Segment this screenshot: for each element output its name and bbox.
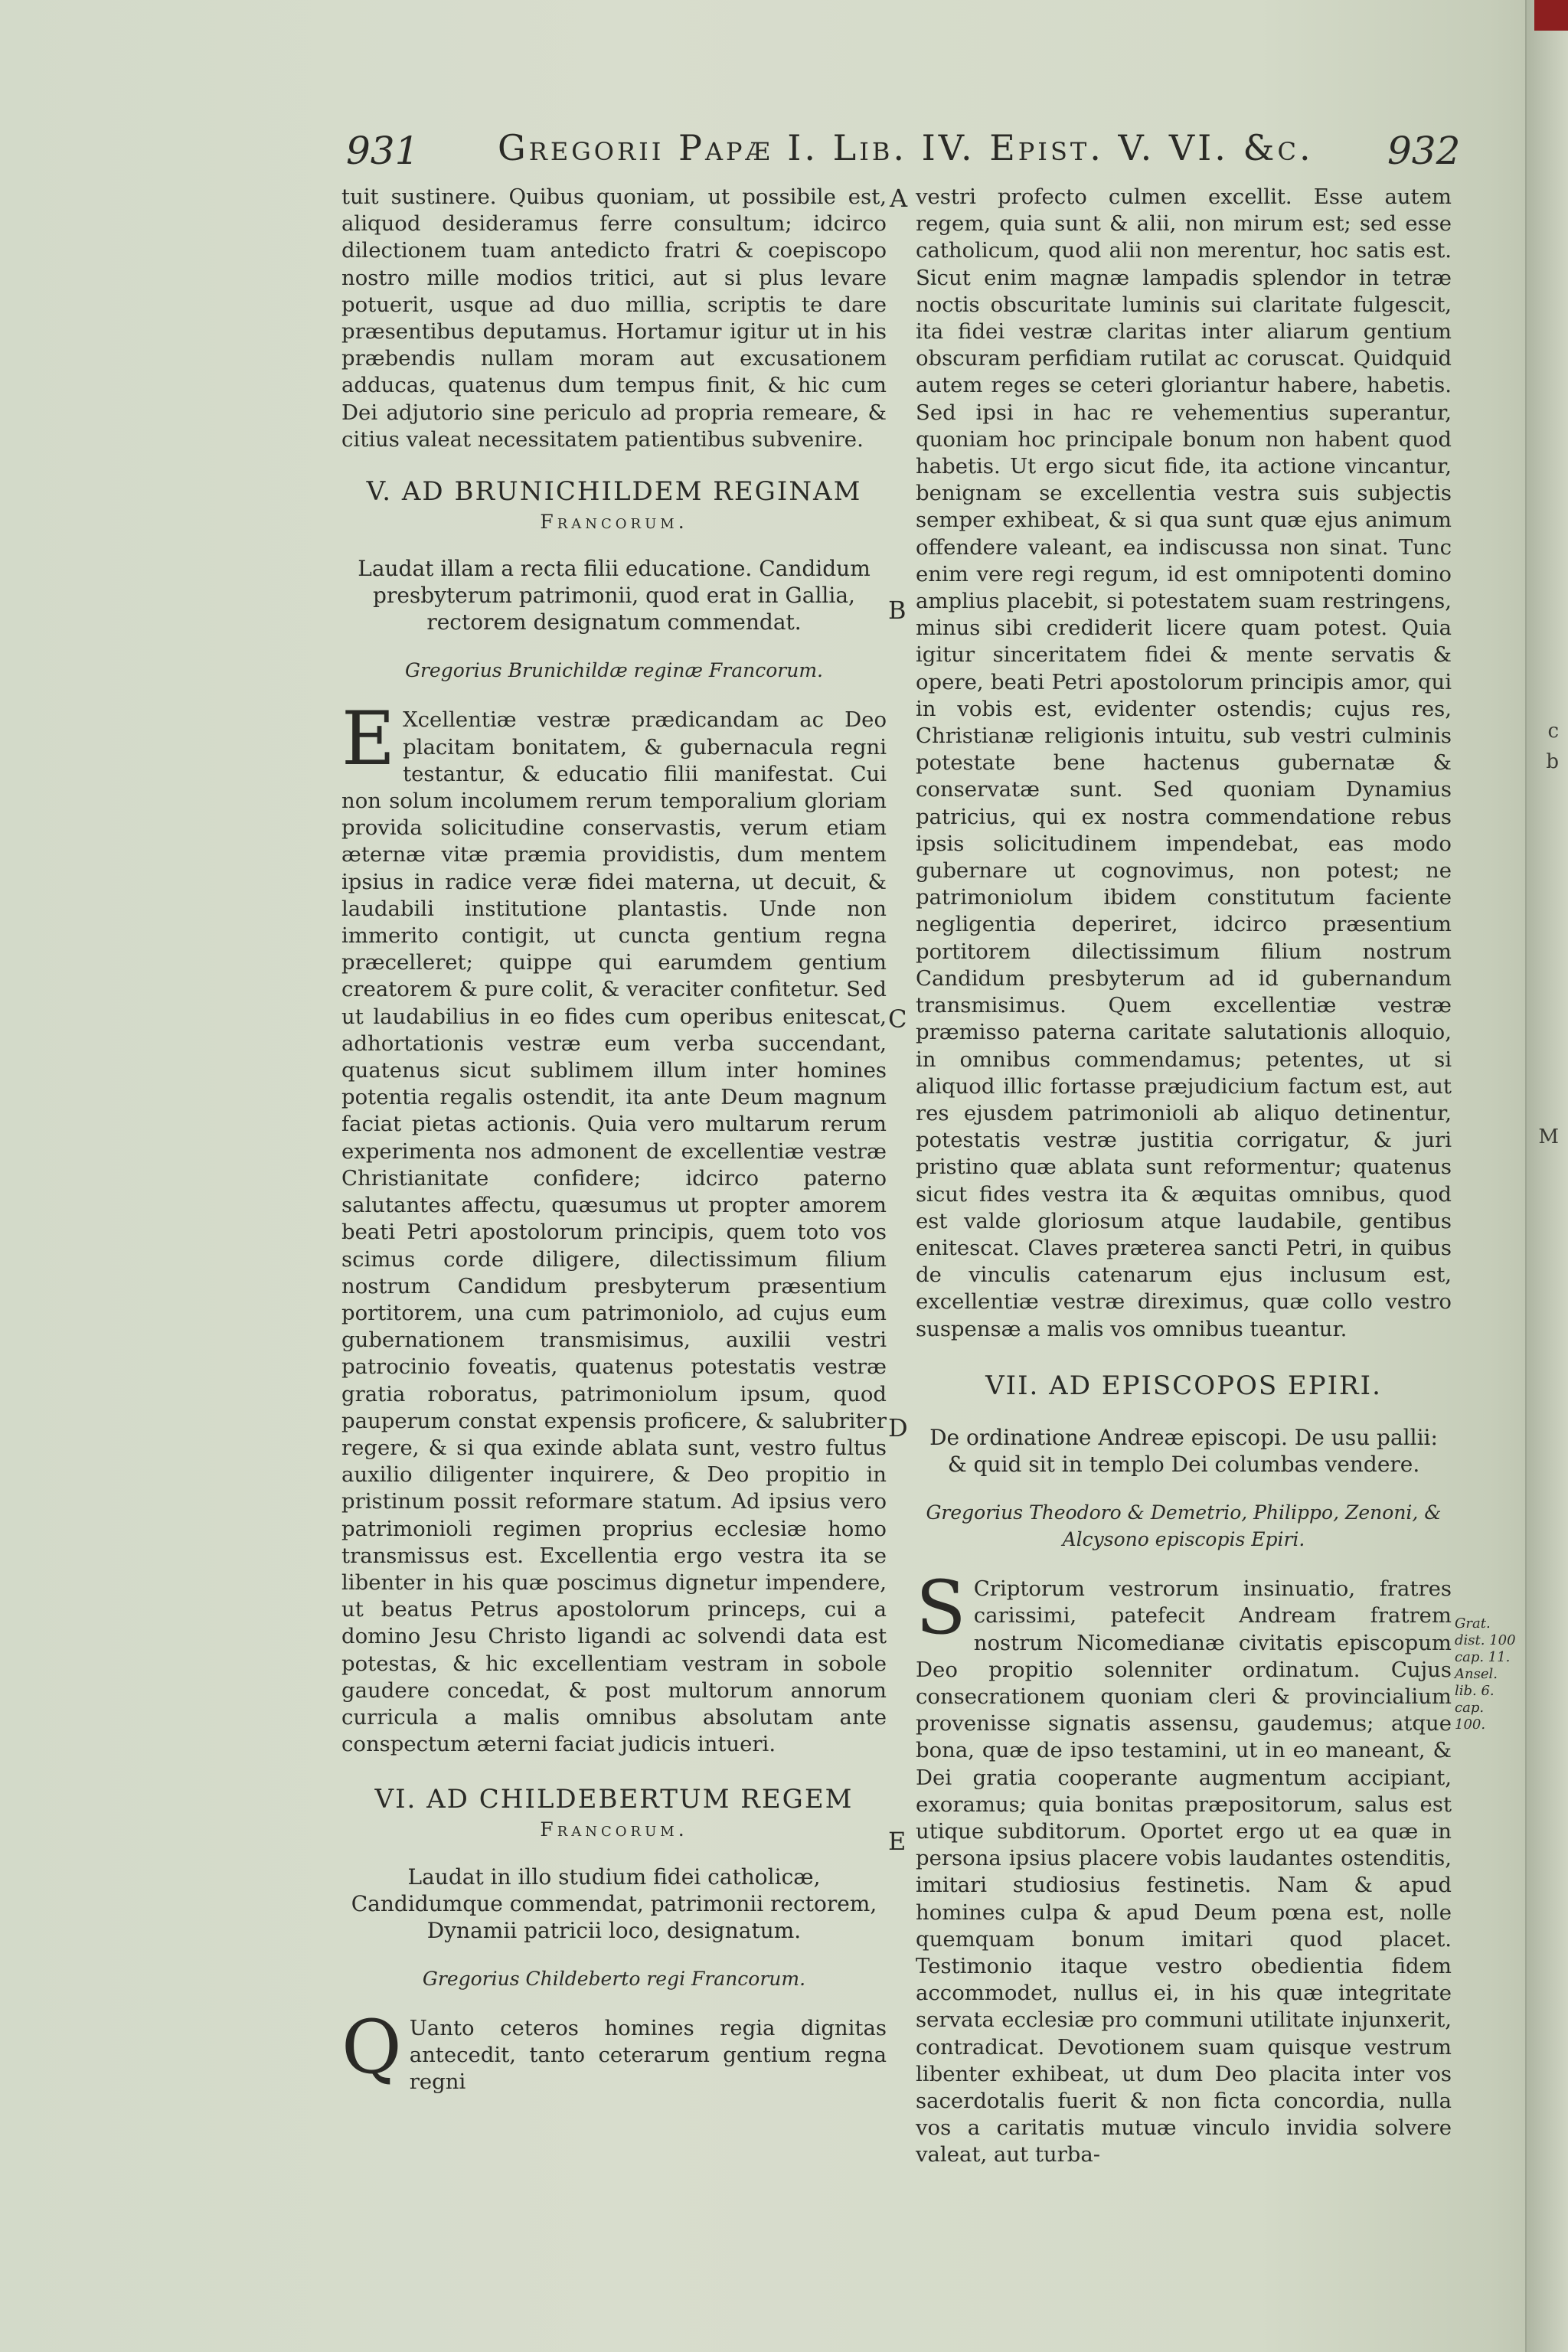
section-vii-salutation: Gregorius Theodoro & Demetrio, Philippo, Zenoni, & Alcysono episcopis Epiri. — [926, 1501, 1442, 1550]
bookmark-ribbon — [1534, 0, 1568, 31]
section-vi-title: VI. AD CHILDEBERTUM REGEM — [374, 1784, 854, 1815]
section-vii-body — [916, 1565, 1452, 2168]
section-vii-text: Criptorum vestrorum insinuatio, fratres carissimi, patefecit Andream fratrem nostrum Nicomedianæ civitatis episcopum Deo propitio solenniter ordinatum. Cujus consecrationem quoniam cleri & provincialium provenisse signatis assensu, gaudemus; atque bona, quæ de ipso testamini, ut in eo maneant, & Dei gratia cooperante augmentum accipiant, exoramus; quia bonitas præpositorum, salus est utique subditorum. Oportet ergo ut ea quæ in persona ipsius placere vobis laudantes ostenditis, imitari studiosius festinetis. Nam & apud homines culpa & apud Deum pœna est, nolle quemquam bonum imitari quod placet. Testimonio itaque vestro obedientia fidem accommodet, nullus ei, in his quæ integritate servata ecclesiæ pro communi utilitate injunxerit, contradicat. Devotionem suam quisque vestrum libenter exhibeat, ut dum Deo placita inter vos sacerdotalis fuerit & non ficta concordia, nulla vos a caritatis mutuæ vinculo invidia solvere valeat, aut turba- — [916, 1576, 1452, 2167]
section-vi-salutation: Gregorius Childeberto regi Francorum. — [422, 1967, 806, 1990]
adjacent-page-fragment: c — [1547, 720, 1559, 743]
continued-text-right: vestri profecto culmen excellit. Esse autem regem, quia sunt & alii, non mirum est; sed esse catholicum, quod alii non merentur, hoc satis est. Sicut enim magnæ lampadis splendor in tetræ noctis obscuritate luminis sui claritate fulgescit, ita fidei vestræ claritas inter aliarum gentium obscuram perfidiam rutilat ac coruscat. Quidquid autem reges se ceteri gloriantur habere, habetis. Sed ipsi in hac re vehementius superantur, quoniam hoc principale bonum non habent quod habetis. Ut ergo sicut fide, ita actione vincantur, benignam se excellentia vestra suis subjectis semper exhibeat, & si qua sunt quæ ejus animum offendere valeant, ea indiscussa non sinat. Tunc enim vere regi regum, id est omnipotenti domino amplius placebit, si potestatem suam restringens, minus sibi crediderit licere quam potest. Quia igitur sinceritatem fidei & mente servatis & opere, beati Petri apostolorum principis amor, qui in vobis est, evidenter ostendis; cujus res, Christianæ religionis intuitu, sub vestri culminis potestate bene hactenus gubernatæ & conservatæ sunt. Sed quoniam Dynamius patricius, qui ex nostra commendatione rebus ipsis solicitudinem impendebat, eas modo gubernare ut cognovimus, non potest; ne patrimoniolum ibidem constitutum faciente negligentia deperiret, idcirco præsentium portitorem dilectissimum filium nostrum Candidum presbyterum ad id gubernandum transmisimus. Quem excellentiæ vestræ præmisso paterna caritate salutationis alloquio, in omnibus commendamus; petentes, ut si aliquod illic fortasse præjudicium factum est, aut res ejusdem patrimonioli ab aliquo detinentur, potestatis vestræ justitia corrigatur, & juri pristino quæ ablata sunt reformentur; quatenus sicut fides vestra ita & æquitas omnibus, quod est valde gloriosum atque laudabile, gentibus enitescat. Claves præterea sancti Petri, in quibus de vinculis catenarum ejus inclusum est, excellentiæ vestræ direximus, quæ collo vestro suspensæ a malis vos omnibus tueantur. — [916, 185, 1452, 1341]
section-v-subtitle: Francorum. — [540, 511, 688, 534]
section-vi-summary: Laudat in illo studium fidei catholicæ, Candidumque commendat, patrimonii rectorem, Dynamii patricii loco, designatum. — [351, 1864, 877, 1943]
right-column — [916, 184, 1452, 2169]
margin-letter-d: D — [888, 1413, 908, 1442]
section-vi-text: Uanto ceteros homines regia dignitas antecedit, tanto ceterarum gentium regna regni — [409, 2015, 887, 2095]
section-v-body — [341, 696, 887, 1758]
section-vii-summary: De ordinatione Andreæ episcopi. De usu pallii: & quid sit in templo Dei columbas vendere. — [929, 1424, 1438, 1477]
margin-letter-b: B — [888, 596, 906, 625]
section-v-salutation: Gregorius Brunichildæ reginæ Francorum. — [404, 659, 823, 682]
left-page-number: 931 — [346, 129, 420, 173]
section-v-text: Xcellentiæ vestræ prædicandam ac Deo placitam bonitatem, & gubernacula regni testantur, & educatio filii manifestat. Cui non solum incolumem rerum temporalium gloriam provida solicitudine conservastis, verum etiam æternæ vitæ præmia providistis, dum mentem ipsius in radice veræ fidei materna, ut decuit, & laudabili institutione plantastis. Unde non immerito contigit, ut cuncta gentium regna præcelleret; quippe qui earumdem gentium creatorem & pure colit, & veraciter confitetur. Sed ut laudabilius in eo fides cum operibus enitescat, adhortationis vestræ eum verba succendant, quatenus sicut sublimem illum inter homines potentia regalis ostendit, ita ante Deum magnum faciat pietas actionis. Quia vero multarum rerum experimenta nos admonent de excellentiæ vestræ Christianitate confidere; idcirco paterno salutantes affectu, quæsumus ut propter amorem beati Petri apostolorum principis, quem toto vos scimus corde diligere, dilectissimum filium nostrum Candidum presbyterum præsentium portitorem, una cum patrimoniolo, ad cujus eum gubernationem transmisimus, auxilii vestri patrocinio foveatis, quatenus potestatis vestræ gratia roboratus, patrimoniolum ipsum, quod pauperum constat expensis proficere, & salubriter regere, & si qua exinde ablata sunt, vestro fultus auxilio diligenter inquirere, & Deo propitio in pristinum possit reformare statum. Ad ipsius vero patrimonioli regimen proprius ecclesiæ homo transmissus est. Excellentia ergo vestra ita se libenter in his quæ poscimus dignetur impendere, ut beatus Petrus apostolorum princeps, cui a domino Jesu Christo ligandi ac solvendi data est potestas, & hic excellentiam vestram in sobole gaudere concedat, & post multorum annorum curricula a malis omnibus absolutam ante conspectum æterni faciat judicis intueri. — [341, 707, 887, 1757]
adjacent-page-edge — [1525, 0, 1568, 2352]
margin-letter-e: E — [888, 1827, 906, 1856]
drop-cap-e: E — [341, 696, 396, 782]
section-vii-title: VII. AD EPISCOPOS EPIRI. — [985, 1370, 1382, 1401]
section-v-summary: Laudat illam a recta filii educatione. Candidum presbyterum patrimonii, quod erat in Gallia, rectorem designatum commendat. — [358, 556, 871, 635]
section-v-title: V. AD BRUNICHILDEM REGINAM — [366, 476, 862, 508]
drop-cap-q: Q — [341, 2004, 402, 2090]
running-title: Gregorii Papæ I. Lib. IV. Epist. V. VI. &c. — [498, 127, 1314, 168]
section-vi-subtitle: Francorum. — [540, 1818, 688, 1841]
marginal-reference-note: Grat. dist. 100 cap. 11. Ansel. lib. 6. cap. 100. — [1455, 1615, 1516, 1733]
adjacent-page-fragment: M — [1538, 1125, 1559, 1148]
continued-text: tuit sustinere. Quibus quoniam, ut possibile est, aliquod desideramus ferre consultum; idcirco dilectionem tuam antedicto fratri & coepiscopo nostro mille modios tritici, aut si plus levare potuerit, usque ad duo millia, scriptis te dare præsentibus deputamus. Hortamur igitur ut in his præbendis nullam moram aut excusationem adducas, quatenus dum tempus finit, & hic cum Dei adjutorio sine periculo ad propria remeare, & citius valeat necessitatem patientibus subvenire. — [341, 185, 887, 452]
margin-letter-c: C — [888, 1004, 907, 1034]
right-page-number: 932 — [1387, 129, 1461, 173]
margin-letter-a: A — [890, 184, 908, 213]
drop-cap-s: S — [916, 1565, 966, 1651]
left-column — [341, 184, 887, 2096]
section-vi-body — [341, 2004, 887, 2096]
adjacent-page-fragment: b — [1546, 750, 1559, 773]
